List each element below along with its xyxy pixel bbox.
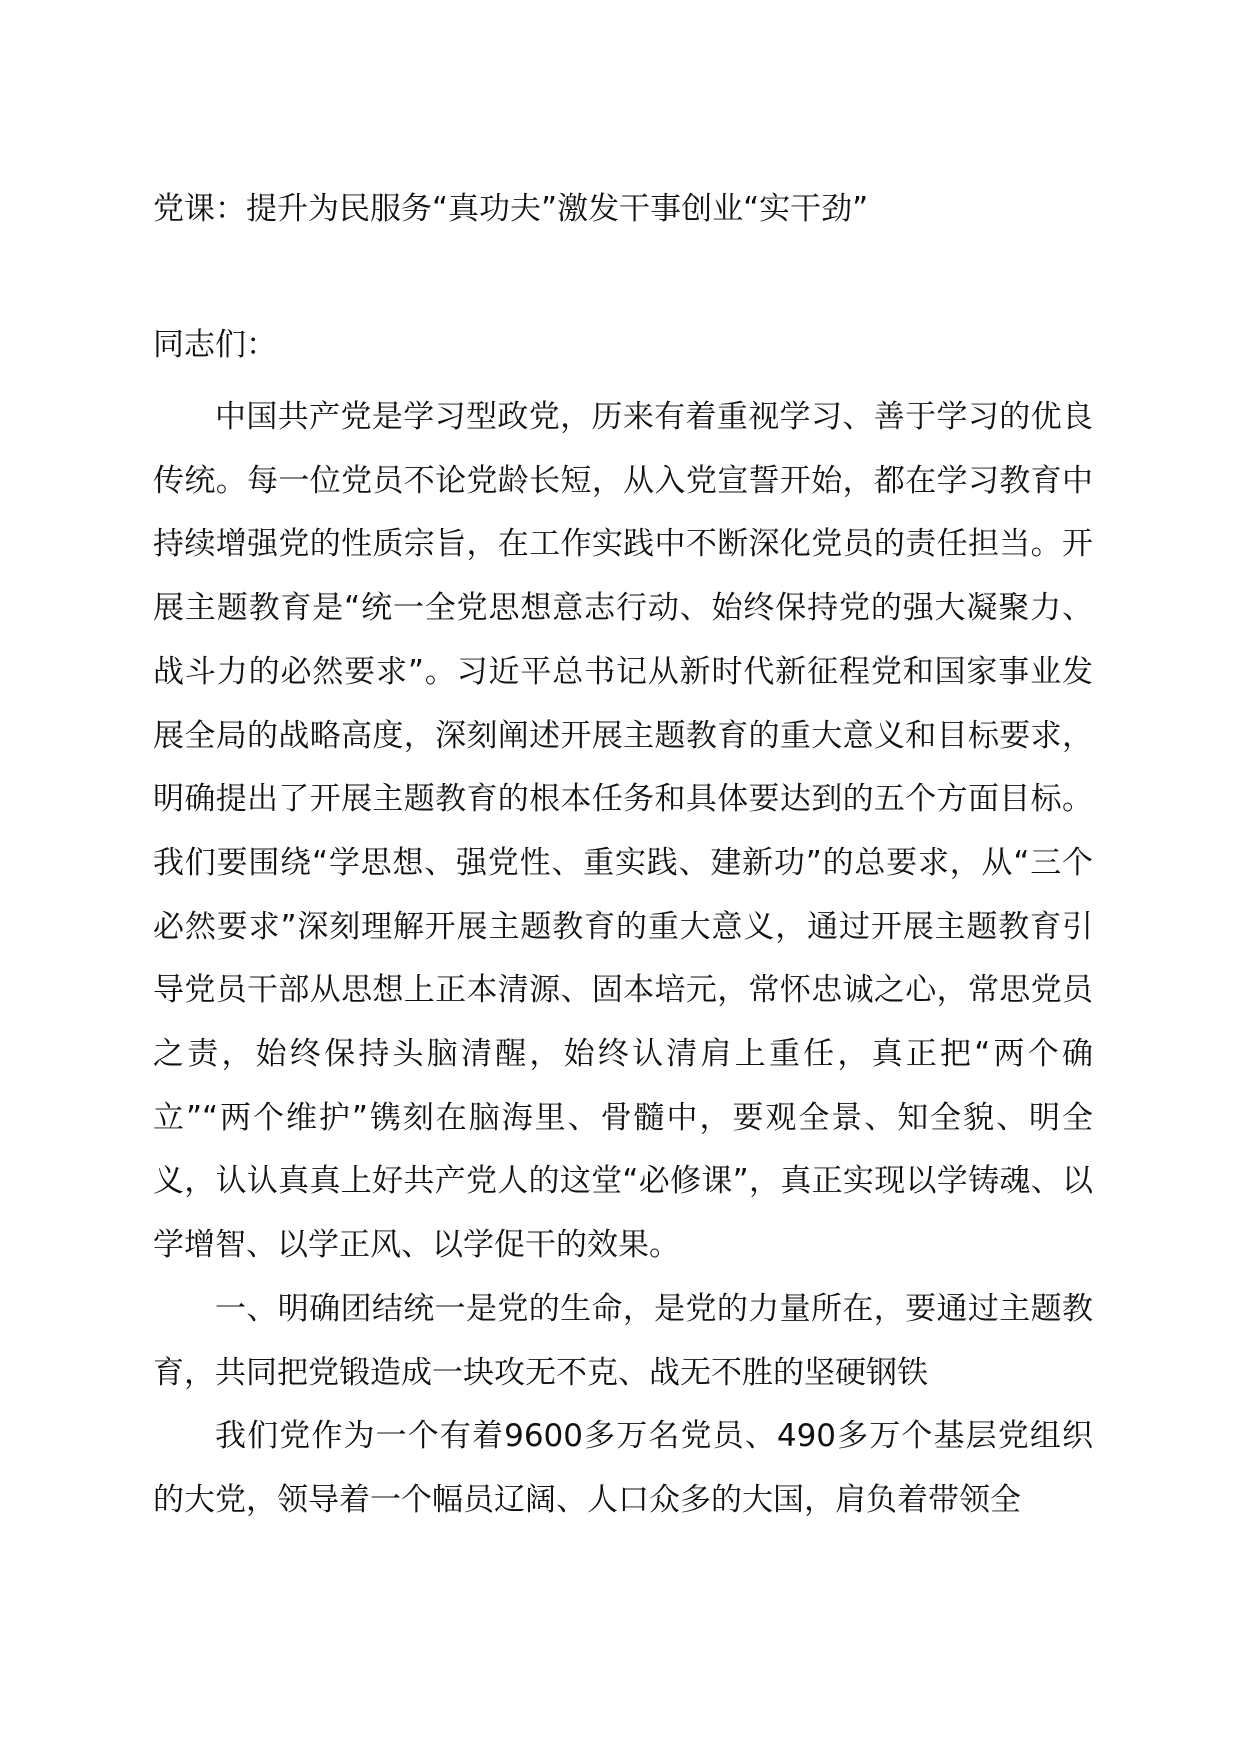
document-body <box>153 188 1093 1533</box>
salutation: 同志们： <box>153 327 277 363</box>
paragraph-intro: 中国共产党是学习型政党，历来有着重视学习、善于学习的优良传统。每一位党员不论党龄长短，从入党宣誓开始，都在学习教育中持续增强党的性质宗旨，在工作实践中不断深化党员的责任担当。开展主题教育是“统一全党思想意志行动、始终保持党的强大凝聚力、战斗力的必然要求”。习近平总书记从新时代新征程党和国家事业发展全局的战略高度，深刻阐述开展主题教育的重大意义和目标要求，明确提出了开展主题教育的根本任务和具体要达到的五个方面目标。我们要围绕“学思想、强党性、重实践、建新功”的总要求，从“三个必然要求”深刻理解开展主题教育的重大意义，通过开展主题教育引导党员干部从思想上正本清源、固本培元，常怀忠诚之心，常思党员之责，始终保持头脑清醒，始终认清肩上重任，真正把“两个确立”“两个维护”镌刻在脑海里、骨髓中，要观全景、知全貌、明全义，认认真真上好共产党人的这堂“必修课”，真正实现以学铸魂、以学增智、以学正风、以学促干的效果。 <box>153 399 1093 1264</box>
paragraph-section-1: 我们党作为一个有着9600多万名党员、490多万个基层党组织的大党，领导着一个幅员辽阔、人口众多的大国，肩负着带领全 <box>153 1418 1093 1518</box>
section-heading-1: 一、明确团结统一是党的生命，是党的力量所在，要通过主题教育，共同把党锻造成一块攻无不克、战无不胜的坚硬钢铁 <box>153 1290 1093 1391</box>
document-title: 党课：提升为民服务“真功夫”激发干事创业“实干劲” <box>153 191 869 227</box>
